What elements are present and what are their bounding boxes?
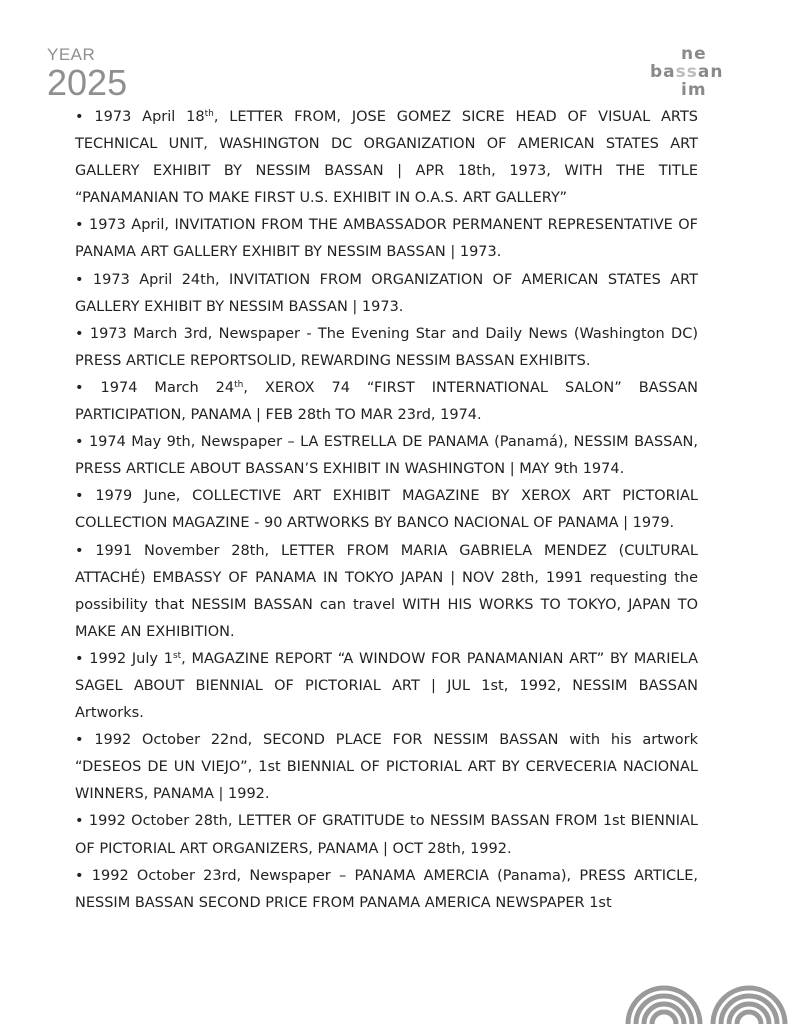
logo-line-3: im <box>681 80 707 100</box>
list-item <box>75 863 698 917</box>
list-item <box>75 727 698 808</box>
logo-line-2 <box>650 62 723 82</box>
list-item <box>75 212 698 266</box>
year-value: 2025 <box>47 62 128 103</box>
list-item <box>75 646 698 727</box>
entry-text-cont: , MAGAZINE REPORT “A WINDOW FOR PANAMANIAN ART” BY MARIELA SAGEL ABOUT BIENNIAL OF PICTORIAL ART | JUL 1st, 1992, NESSIM BASSAN Artworks. <box>75 650 698 722</box>
list-item <box>75 267 698 321</box>
year-block <box>47 46 127 102</box>
entry-text-cont: , XEROX 74 “FIRST INTERNATIONAL SALON” BASSAN PARTICIPATION, PANAMA | FEB 28th TO MAR 23rd, 1974. <box>75 379 698 424</box>
list-item <box>75 483 698 537</box>
document-body <box>75 104 698 917</box>
logo-line-2a: ba <box>650 62 676 82</box>
entry-text-cont: , LETTER FROM, JOSE GOMEZ SICRE HEAD OF VISUAL ARTS TECHNICAL UNIT, WASHINGTON DC ORGANIZATION OF AMERICAN STATES ART GALLERY EXHIBIT BY NESSIM BASSAN | APR 18th, 1973, WITH THE TITLE “PANAMANIAN TO MAKE FIRST U.S. EXHIBIT IN O.A.S. ART GALLERY” <box>75 109 699 207</box>
list-item <box>75 538 698 646</box>
entry-superscript: th <box>234 379 244 390</box>
entry-text: • 1991 November 28th, LETTER FROM MARIA GABRIELA MENDEZ (CULTURAL ATTACHÉ) EMBASSY OF PANAMA IN TOKYO JAPAN | NOV 28th, 1991 requesting the possibility that NESSIM BASSAN can travel WITH HIS WORKS TO TOKYO, JAPAN TO MAKE AN EXHIBITION. <box>75 542 698 640</box>
logo-line-2c: an <box>697 62 724 82</box>
entry-text: • 1992 October 22nd, SECOND PLACE FOR NESSIM BASSAN with his artwork “DESEOS DE UN VIEJO”, 1st BIENNIAL OF PICTORIAL ART BY CERVECERIA NACIONAL WINNERS, PANAMA | 1992. <box>75 732 698 803</box>
entry-text: • 1973 April, INVITATION FROM THE AMBASSADOR PERMANENT REPRESENTATIVE OF PANAMA ART GALLERY EXHIBIT BY NESSIM BASSAN | 1973. <box>75 217 698 261</box>
entry-text: • 1973 April 24th, INVITATION FROM ORGANIZATION OF AMERICAN STATES ART GALLERY EXHIBIT BY NESSIM BASSAN | 1973. <box>75 271 698 315</box>
list-item <box>75 429 698 483</box>
year-label: YEAR <box>47 45 96 64</box>
logo-line-1: ne <box>681 44 707 64</box>
entry-text: • 1992 July 1 <box>75 650 173 667</box>
concentric-arcs-decoration-icon <box>622 980 791 1024</box>
entry-text: • 1979 June, COLLECTIVE ART EXHIBIT MAGAZINE BY XEROX ART PICTORIAL COLLECTION MAGAZINE - 90 ARTWORKS BY BANCO NACIONAL OF PANAMA | 1979. <box>75 488 698 532</box>
entry-text: • 1974 March 24 <box>75 379 235 396</box>
entry-text: • 1974 May 9th, Newspaper – LA ESTRELLA DE PANAMA (Panamá), NESSIM BASSAN, PRESS ARTICLE ABOUT BASSAN’S EXHIBIT IN WASHINGTON | MAY 9th 1974. <box>75 434 698 478</box>
list-item <box>75 321 698 375</box>
list-item <box>75 104 698 212</box>
entry-text: • 1973 April 18 <box>75 109 205 125</box>
entry-text: • 1992 October 23rd, Newspaper – PANAMA AMERCIA (Panama), PRESS ARTICLE, NESSIM BASSAN SECOND PRICE FROM PANAMA AMERICA NEWSPAPER 1st <box>75 867 698 911</box>
list-item <box>75 375 698 429</box>
logo-line-2b: ss <box>675 62 698 82</box>
entry-superscript: th <box>204 109 214 119</box>
entry-text: • 1973 March 3rd, Newspaper - The Evening Star and Daily News (Washington DC) PRESS ARTICLE REPORTSOLID, REWARDING NESSIM BASSAN EXHIBITS. <box>75 325 698 369</box>
entry-superscript: st <box>172 650 182 661</box>
list-item <box>75 808 698 862</box>
entry-text: • 1992 October 28th, LETTER OF GRATITUDE to NESSIM BASSAN FROM 1st BIENNIAL OF PICTORIAL ART ORGANIZERS, PANAMA | OCT 28th, 1992. <box>75 813 698 857</box>
brand-logo <box>648 44 748 104</box>
